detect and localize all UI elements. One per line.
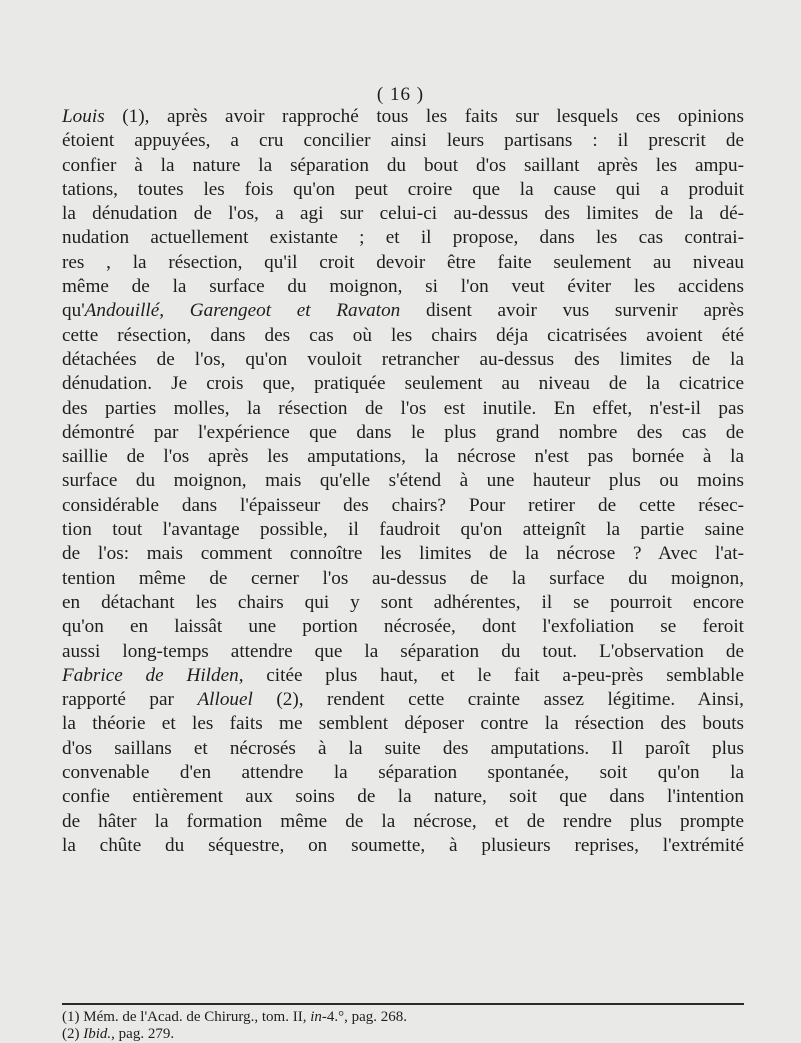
text-run: res , la résection, qu'il croit devoir être faite seulement au niveau [62, 251, 744, 273]
text-line [62, 324, 744, 348]
text-run: dénudation. Je crois que, pratiquée seulement au niveau de la cicatrice [62, 373, 744, 395]
text-line [62, 251, 744, 275]
text-run: la dénudation de l'os, a agi sur celui-ci au-dessus des limites de la dé- [62, 203, 744, 225]
footnote-rule [62, 1003, 744, 1005]
text-line [62, 712, 744, 736]
text-run: démontré par l'expérience que dans le plus grand nombre des cas de [62, 421, 744, 443]
text-run: nudation actuellement existante ; et il propose, dans les cas contrai- [62, 227, 744, 249]
footnote-text: (2) [62, 1026, 84, 1042]
text-run: qu' [62, 300, 85, 322]
body-text [62, 105, 744, 858]
footnote [62, 1009, 744, 1026]
text-line [62, 348, 744, 372]
text-run: en détachant les chairs qui y sont adhérentes, il se pourroit encore [62, 591, 744, 613]
text-line [62, 567, 744, 591]
text-run: convenable d'en attendre la séparation spontanée, soit qu'on la [62, 762, 744, 784]
text-run: confier à la nature la séparation du bout d'os saillant après les ampu- [62, 154, 744, 176]
text-run: disent avoir vus survenir après [400, 300, 744, 322]
text-run: tention même de cerner l'os au-dessus de la surface du moignon, [62, 567, 744, 589]
text-run: tations, toutes les fois qu'on peut croire que la cause qui a produit [62, 178, 744, 200]
footnote-text: (1) Mém. de l'Acad. de Chirurg., tom. II, [62, 1009, 311, 1025]
text-line [62, 421, 744, 445]
text-run: confie entièrement aux soins de la nature, soit que dans l'intention [62, 786, 744, 808]
text-run: (2), rendent cette crainte assez légitime. Ainsi, [252, 689, 744, 711]
text-line [62, 445, 744, 469]
text-line [62, 178, 744, 202]
italic-name: Louis [62, 106, 105, 127]
text-line [62, 640, 744, 664]
text-line [62, 664, 744, 688]
text-line [62, 299, 744, 323]
text-line [62, 761, 744, 785]
text-line [62, 518, 744, 542]
text-run: des parties molles, la résection de l'os est inutile. En effet, n'est-il pas [62, 397, 744, 419]
text-run: même de la surface du moignon, si l'on veut éviter les accidens [62, 276, 744, 298]
text-run: rapporté par [62, 689, 198, 711]
text-run: tion tout l'avantage possible, il faudroit qu'on atteignît la partie saine [62, 519, 744, 541]
text-line [62, 688, 744, 712]
text-line [62, 737, 744, 761]
text-line [62, 202, 744, 226]
text-run: aussi long-temps attendre que la séparation du tout. L'observation de [62, 640, 744, 662]
text-line [62, 785, 744, 809]
italic-name: Allouel [197, 689, 253, 711]
text-line [62, 615, 744, 639]
text-line [62, 154, 744, 178]
page-header: ( 16 ) [376, 84, 425, 105]
text-run: d'os saillans et nécrosés à la suite des amputations. Il paroît plus [62, 737, 744, 759]
text-run: (1), après avoir rapproché tous les faits sur lesquels ces opinions [104, 106, 744, 127]
footnote-italic: in [310, 1009, 322, 1025]
text-line [62, 226, 744, 250]
footnotes [62, 1009, 744, 1043]
text-run: considérable dans l'épaisseur des chairs? Pour retirer de cette résec- [62, 494, 744, 516]
text-run: de hâter la formation même de la nécrose, et de rendre plus prompte [62, 810, 744, 832]
text-line [62, 494, 744, 518]
text-line [62, 372, 744, 396]
text-run: saillie de l'os après les amputations, la nécrose n'est pas bornée à la [62, 446, 744, 468]
footnote-italic: Ibid. [83, 1026, 112, 1042]
text-line [62, 129, 744, 153]
text-line [62, 105, 744, 129]
italic-name: Andouillé, Garengeot et Ravaton [84, 300, 401, 322]
text-line [62, 834, 744, 858]
text-run: qu'on en laissât une portion nécrosée, dont l'exfoliation se feroit [62, 616, 744, 638]
text-run: étoient appuyées, a cru concilier ainsi leurs partisans : il prescrit de [62, 130, 744, 152]
text-run: la théorie et les faits me semblent déposer contre la résection des bouts [62, 713, 744, 735]
text-line [62, 469, 744, 493]
text-run: de l'os: mais comment connoître les limites de la nécrose ? Avec l'at- [62, 543, 744, 565]
text-run: cette résection, dans des cas où les chairs déja cicatrisées avoient été [62, 324, 744, 346]
text-run: surface du moignon, mais qu'elle s'étend à une hauteur plus ou moins [62, 470, 744, 492]
text-line [62, 542, 744, 566]
text-run: détachées de l'os, qu'on vouloit retrancher au-dessus des limites de la [62, 348, 744, 370]
text-line [62, 591, 744, 615]
text-run: , citée plus haut, et le fait a-peu-près semblable [238, 664, 744, 686]
text-line [62, 397, 744, 421]
italic-name: Fabrice de Hilden [62, 664, 239, 686]
footnote-text: -4.°, pag. 268. [321, 1009, 408, 1025]
footnote-text: , pag. 279. [111, 1026, 175, 1042]
text-run: la chûte du séquestre, on soumette, à plusieurs reprises, l'extrémité [62, 834, 744, 856]
text-line [62, 810, 744, 834]
text-line [62, 275, 744, 299]
